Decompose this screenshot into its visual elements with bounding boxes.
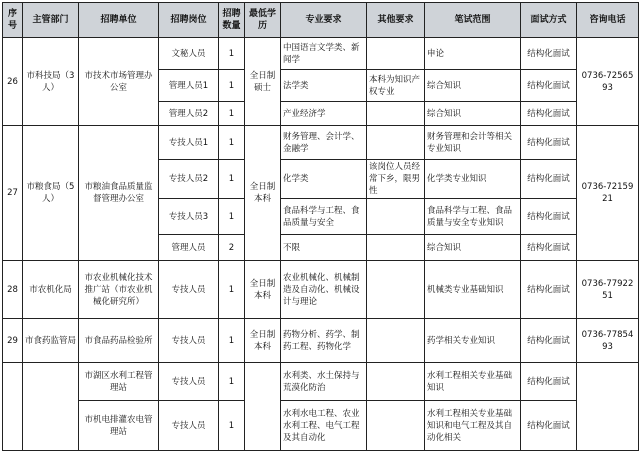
major-cell: 产业经济学	[281, 102, 367, 126]
post-cell: 管理人员2	[159, 102, 219, 126]
other-cell: 该岗位人员经常下乡，限男性	[367, 160, 425, 199]
table-row	[3, 126, 639, 160]
other-cell	[367, 102, 425, 126]
unit-cell: 市湖区水利工程管理站	[79, 363, 159, 401]
other-cell	[367, 38, 425, 70]
major-cell: 食品科学与工程、食品质量与安全	[281, 199, 367, 235]
count-cell: 1	[219, 160, 245, 199]
phone-cell: 0736-7785493	[577, 319, 639, 363]
count-cell: 1	[219, 401, 245, 451]
table-row	[3, 319, 639, 363]
major-cell: 农业机械化、机械制造及自动化、机械设计与理论	[281, 261, 367, 319]
post-cell: 专技人员	[159, 363, 219, 401]
exam-cell: 综合知识	[425, 70, 521, 102]
post-cell: 专技人员	[159, 261, 219, 319]
phone-cell	[577, 363, 639, 451]
count-cell: 1	[219, 70, 245, 102]
other-cell	[367, 199, 425, 235]
recruitment-table-wrapper	[2, 2, 639, 451]
exam-cell: 水利工程相关专业基础知识和电气工程及其自动化相关	[425, 401, 521, 451]
unit-cell: 市食品药品检验所	[79, 319, 159, 363]
other-cell	[367, 319, 425, 363]
major-cell: 水利水电工程、农业水利工程、电气工程及其自动化	[281, 401, 367, 451]
post-cell: 专技人员	[159, 319, 219, 363]
header-cell-post: 招聘岗位	[159, 3, 219, 38]
other-cell	[367, 261, 425, 319]
interview-cell: 结构化面试	[521, 126, 577, 160]
other-cell	[367, 126, 425, 160]
post-cell: 专技人员3	[159, 199, 219, 235]
count-cell: 1	[219, 363, 245, 401]
interview-cell: 结构化面试	[521, 199, 577, 235]
header-cell-major: 专业要求	[281, 3, 367, 38]
table-row	[3, 38, 639, 70]
unit-cell: 市技术市场管理办公室	[79, 38, 159, 126]
post-cell: 管理人员	[159, 235, 219, 261]
major-cell: 法学类	[281, 70, 367, 102]
unit-cell: 市粮油食品质量监督管理办公室	[79, 126, 159, 261]
table-row	[3, 261, 639, 319]
row-number	[3, 363, 23, 451]
interview-cell: 结构化面试	[521, 160, 577, 199]
row-number: 26	[3, 38, 23, 126]
education-cell: 全日制硕士	[245, 38, 281, 126]
row-number: 28	[3, 261, 23, 319]
exam-cell: 财务管理和会计等相关专业知识	[425, 126, 521, 160]
table-row	[3, 363, 639, 401]
other-cell: 本科为知识产权专业	[367, 70, 425, 102]
exam-cell: 药学相关专业知识	[425, 319, 521, 363]
unit-cell: 市机电排灌农电管理站	[79, 401, 159, 451]
count-cell: 1	[219, 126, 245, 160]
other-cell	[367, 363, 425, 401]
exam-cell: 食品科学与工程、食品质量与安全专业知识	[425, 199, 521, 235]
header-cell-interview: 面试方式	[521, 3, 577, 38]
count-cell: 1	[219, 38, 245, 70]
header-cell-no: 序号	[3, 3, 23, 38]
interview-cell: 结构化面试	[521, 235, 577, 261]
exam-cell: 申论	[425, 38, 521, 70]
interview-cell: 结构化面试	[521, 363, 577, 401]
major-cell: 药物分析、药学、制药工程、药物化学	[281, 319, 367, 363]
count-cell: 1	[219, 319, 245, 363]
exam-cell: 综合知识	[425, 235, 521, 261]
other-cell	[367, 235, 425, 261]
phone-cell: 0736-7792251	[577, 261, 639, 319]
count-cell: 1	[219, 102, 245, 126]
education-cell: 全日制本科	[245, 261, 281, 319]
table-row	[3, 401, 639, 451]
header-cell-exam: 笔试范围	[425, 3, 521, 38]
education-cell	[245, 363, 281, 451]
interview-cell: 结构化面试	[521, 401, 577, 451]
interview-cell: 结构化面试	[521, 319, 577, 363]
count-cell: 2	[219, 235, 245, 261]
major-cell: 化学类	[281, 160, 367, 199]
post-cell: 文秘人员	[159, 38, 219, 70]
major-cell: 不限	[281, 235, 367, 261]
major-cell: 水利类、水土保持与荒漠化防治	[281, 363, 367, 401]
exam-cell: 水利工程相关专业基础知识	[425, 363, 521, 401]
dept-cell: 市粮食局（5人）	[23, 126, 79, 261]
interview-cell: 结构化面试	[521, 261, 577, 319]
dept-cell: 市农机化局	[23, 261, 79, 319]
header-cell-education: 最低学历	[245, 3, 281, 38]
recruitment-table	[2, 2, 639, 451]
major-cell: 财务管理、会计学、金融学	[281, 126, 367, 160]
education-cell: 全日制本科	[245, 126, 281, 261]
header-cell-unit: 招聘单位	[79, 3, 159, 38]
row-number: 27	[3, 126, 23, 261]
header-cell-other: 其他要求	[367, 3, 425, 38]
post-cell: 专技人员2	[159, 160, 219, 199]
education-cell: 全日制本科	[245, 319, 281, 363]
exam-cell: 综合知识	[425, 102, 521, 126]
phone-cell: 0736-7215921	[577, 126, 639, 261]
interview-cell: 结构化面试	[521, 70, 577, 102]
post-cell: 专技人员1	[159, 126, 219, 160]
major-cell: 中国语言文学类、新闻学	[281, 38, 367, 70]
count-cell: 1	[219, 261, 245, 319]
exam-cell: 机械类专业基础知识	[425, 261, 521, 319]
interview-cell: 结构化面试	[521, 102, 577, 126]
dept-cell	[23, 363, 79, 451]
header-cell-count: 招聘数量	[219, 3, 245, 38]
header-cell-phone: 咨询电话	[577, 3, 639, 38]
table-header-row	[3, 3, 639, 38]
header-cell-dept: 主管部门	[23, 3, 79, 38]
row-number: 29	[3, 319, 23, 363]
unit-cell: 市农业机械化技术推广站（市农业机械化研究所）	[79, 261, 159, 319]
phone-cell: 0736-7256593	[577, 38, 639, 126]
post-cell: 管理人员1	[159, 70, 219, 102]
count-cell: 1	[219, 199, 245, 235]
interview-cell: 结构化面试	[521, 38, 577, 70]
other-cell	[367, 401, 425, 451]
dept-cell: 市食药监管局	[23, 319, 79, 363]
exam-cell: 化学类专业知识	[425, 160, 521, 199]
post-cell: 专技人员	[159, 401, 219, 451]
dept-cell: 市科技局（3人）	[23, 38, 79, 126]
